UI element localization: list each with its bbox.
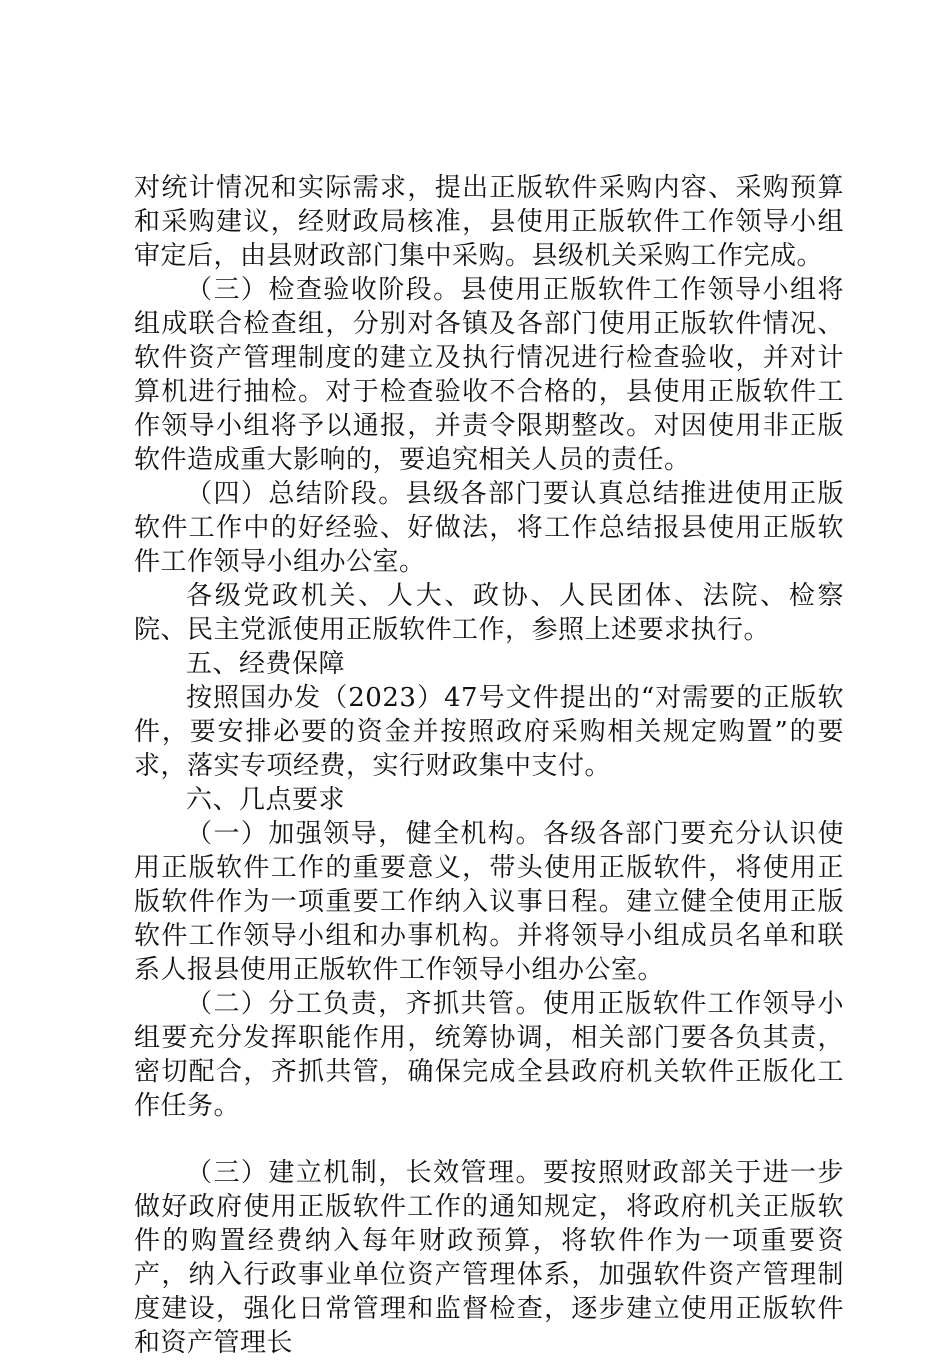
paragraph-requirement-leadership: （一）加强领导，健全机构。各级各部门要充分认识使用正版软件工作的重要意义，带头使用正版软件，将使用正版软件作为一项重要工作纳入议事日程。建立健全使用正版软件工作领导小组和办事机构。并将领导小组成员名单和联系人报县使用正版软件工作领导小组办公室。 — [134, 819, 844, 985]
paragraph-other-organs: 各级党政机关、人大、政协、人民团体、法院、检察院、民主党派使用正版软件工作，参照上述要求执行。 — [134, 581, 844, 645]
paragraph-requirement-mechanism: （三）建立机制，长效管理。要按照财政部关于进一步做好政府使用正版软件工作的通知规定，将政府机关正版软件的购置经费纳入每年财政预算，将软件作为一项重要资产，纳入行政事业单位资产管理体系，加强软件资产管理制度建设，强化日常管理和监督检查，逐步建立使用正版软件和资产管理长 — [134, 1158, 844, 1358]
paragraph-requirement-division: （二）分工负责，齐抓共管。使用正版软件工作领导小组要充分发挥职能作用，统筹协调，相关部门要各负其责，密切配合，齐抓共管，确保完成全县政府机关软件正版化工作任务。 — [134, 989, 844, 1121]
paragraph-procurement-continued: 对统计情况和实际需求，提出正版软件采购内容、采购预算和采购建议，经财政局核准，县使用正版软件工作领导小组审定后，由县财政部门集中采购。县级机关采购工作完成。 — [134, 173, 844, 271]
section-heading-requirements: 六、几点要求 — [186, 785, 346, 815]
paragraph-inspection-stage: （三）检查验收阶段。县使用正版软件工作领导小组将组成联合检查组，分别对各镇及各部门使用正版软件情况、软件资产管理制度的建立及执行情况进行检查验收，并对计算机进行抽检。对于检查验收不合格的，县使用正版软件工作领导小组将予以通报，并责令限期整改。对因使用非正版软件造成重大影响的，要追究相关人员的责任。 — [134, 275, 844, 475]
section-heading-funding: 五、经费保障 — [186, 649, 346, 679]
paragraph-summary-stage: （四）总结阶段。县级各部门要认真总结推进使用正版软件工作中的好经验、好做法，将工作总结报县使用正版软件工作领导小组办公室。 — [134, 479, 844, 577]
document-body — [134, 171, 844, 1360]
paragraph-funding: 按照国办发（2023）47号文件提出的“对需要的正版软件，要安排必要的资金并按照政府采购相关规定购置”的要求，落实专项经费，实行财政集中支付。 — [134, 683, 844, 781]
